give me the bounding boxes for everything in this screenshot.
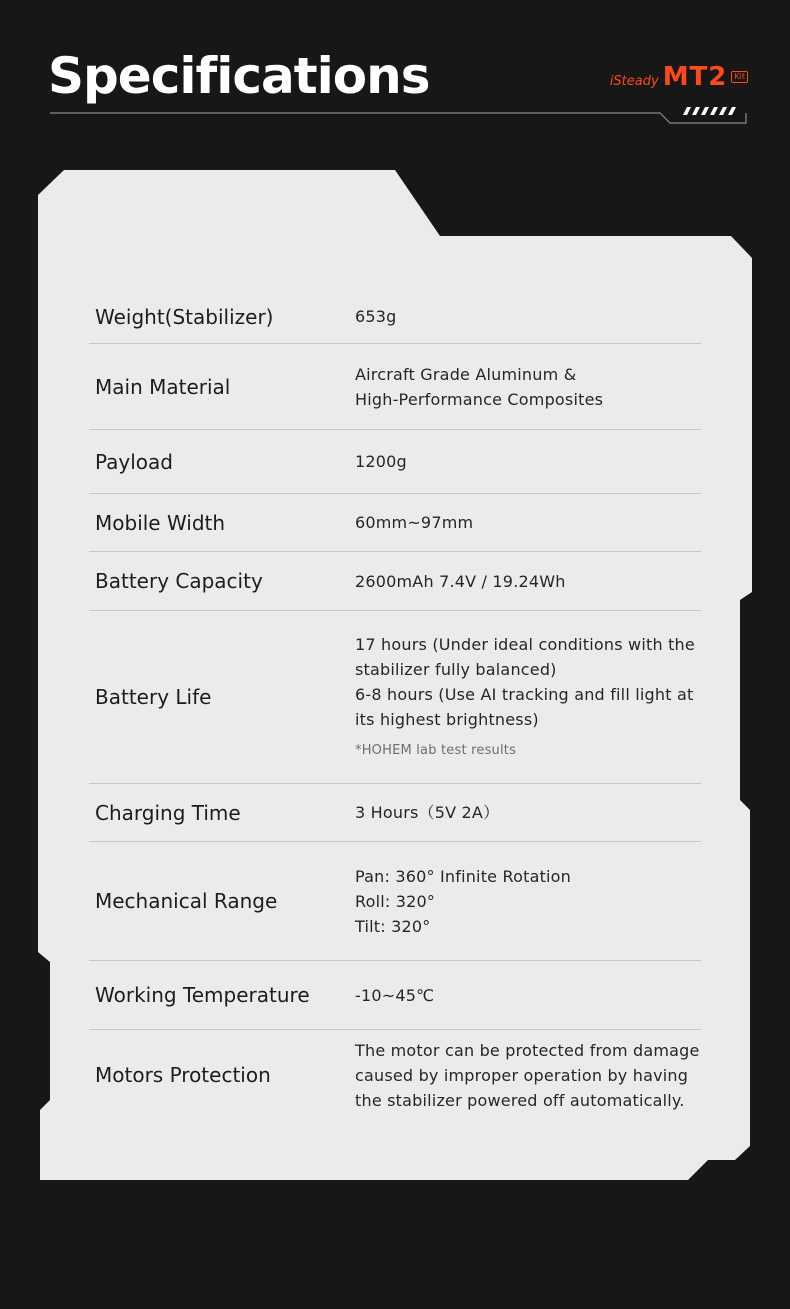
spec-value-line: The motor can be protected from damage xyxy=(355,1040,700,1060)
spec-value xyxy=(355,569,701,594)
spec-value xyxy=(355,449,701,474)
spec-value-line: -10~45℃ xyxy=(355,985,435,1005)
spec-label: Battery Capacity xyxy=(95,569,263,593)
spec-value-line: 1200g xyxy=(355,452,407,471)
spec-value-line: the stabilizer powered off automatically. xyxy=(355,1090,685,1110)
spec-value-line: Roll: 320° xyxy=(355,891,436,911)
spec-value-line: caused by improper operation by having xyxy=(355,1065,689,1085)
spec-value-line: its highest brightness) xyxy=(355,709,539,729)
spec-label: Weight(Stabilizer) xyxy=(95,304,274,329)
spec-table xyxy=(89,290,701,1120)
spec-value-line: stabilizer fully balanced) xyxy=(355,659,557,679)
spec-row xyxy=(89,1030,701,1120)
page-title: Specifications xyxy=(48,47,430,105)
spec-value xyxy=(355,632,701,763)
spec-row xyxy=(89,611,701,784)
spec-label: Payload xyxy=(95,449,173,474)
spec-value-line: Tilt: 320° xyxy=(355,916,431,936)
spec-value xyxy=(355,1038,701,1113)
spec-value-line: 60mm~97mm xyxy=(355,513,474,532)
spec-label: Motors Protection xyxy=(95,1063,271,1087)
brand-model: MT2 xyxy=(662,62,728,92)
spec-row xyxy=(89,842,701,961)
spec-value-line: High-Performance Composites xyxy=(355,389,604,409)
spec-row xyxy=(89,344,701,430)
spec-value xyxy=(355,800,701,825)
brand-kit-badge: Kit xyxy=(731,71,748,83)
spec-label: Charging Time xyxy=(95,800,241,825)
spec-value-line: Pan: 360° Infinite Rotation xyxy=(355,866,572,886)
spec-value-line: 3 Hours（5V 2A） xyxy=(355,803,500,822)
spec-row xyxy=(89,961,701,1030)
spec-value xyxy=(355,510,701,535)
spec-label: Mechanical Range xyxy=(95,889,278,913)
spec-row xyxy=(89,784,701,842)
spec-label: Mobile Width xyxy=(95,510,226,535)
spec-row xyxy=(89,552,701,611)
spec-label: Main Material xyxy=(95,374,231,399)
spec-label: Battery Life xyxy=(95,685,212,709)
spec-value xyxy=(355,362,701,412)
spec-footnote: *HOHEM lab test results xyxy=(355,742,517,758)
spec-value xyxy=(355,983,701,1008)
spec-value-line: 2600mAh 7.4V / 19.24Wh xyxy=(355,571,566,591)
spec-value-line: 17 hours (Under ideal conditions with the xyxy=(355,634,695,654)
spec-row xyxy=(89,430,701,494)
spec-value xyxy=(355,304,701,329)
spec-value-line: 653g xyxy=(355,307,397,326)
brand-prefix: iSteady xyxy=(609,74,659,89)
spec-value xyxy=(355,864,701,939)
spec-row xyxy=(89,494,701,552)
spec-value-line: 6-8 hours (Use AI tracking and fill light at xyxy=(355,684,694,704)
spec-row xyxy=(89,290,701,344)
spec-value-line: Aircraft Grade Aluminum & xyxy=(355,364,577,384)
spec-label: Working Temperature xyxy=(95,983,310,1007)
